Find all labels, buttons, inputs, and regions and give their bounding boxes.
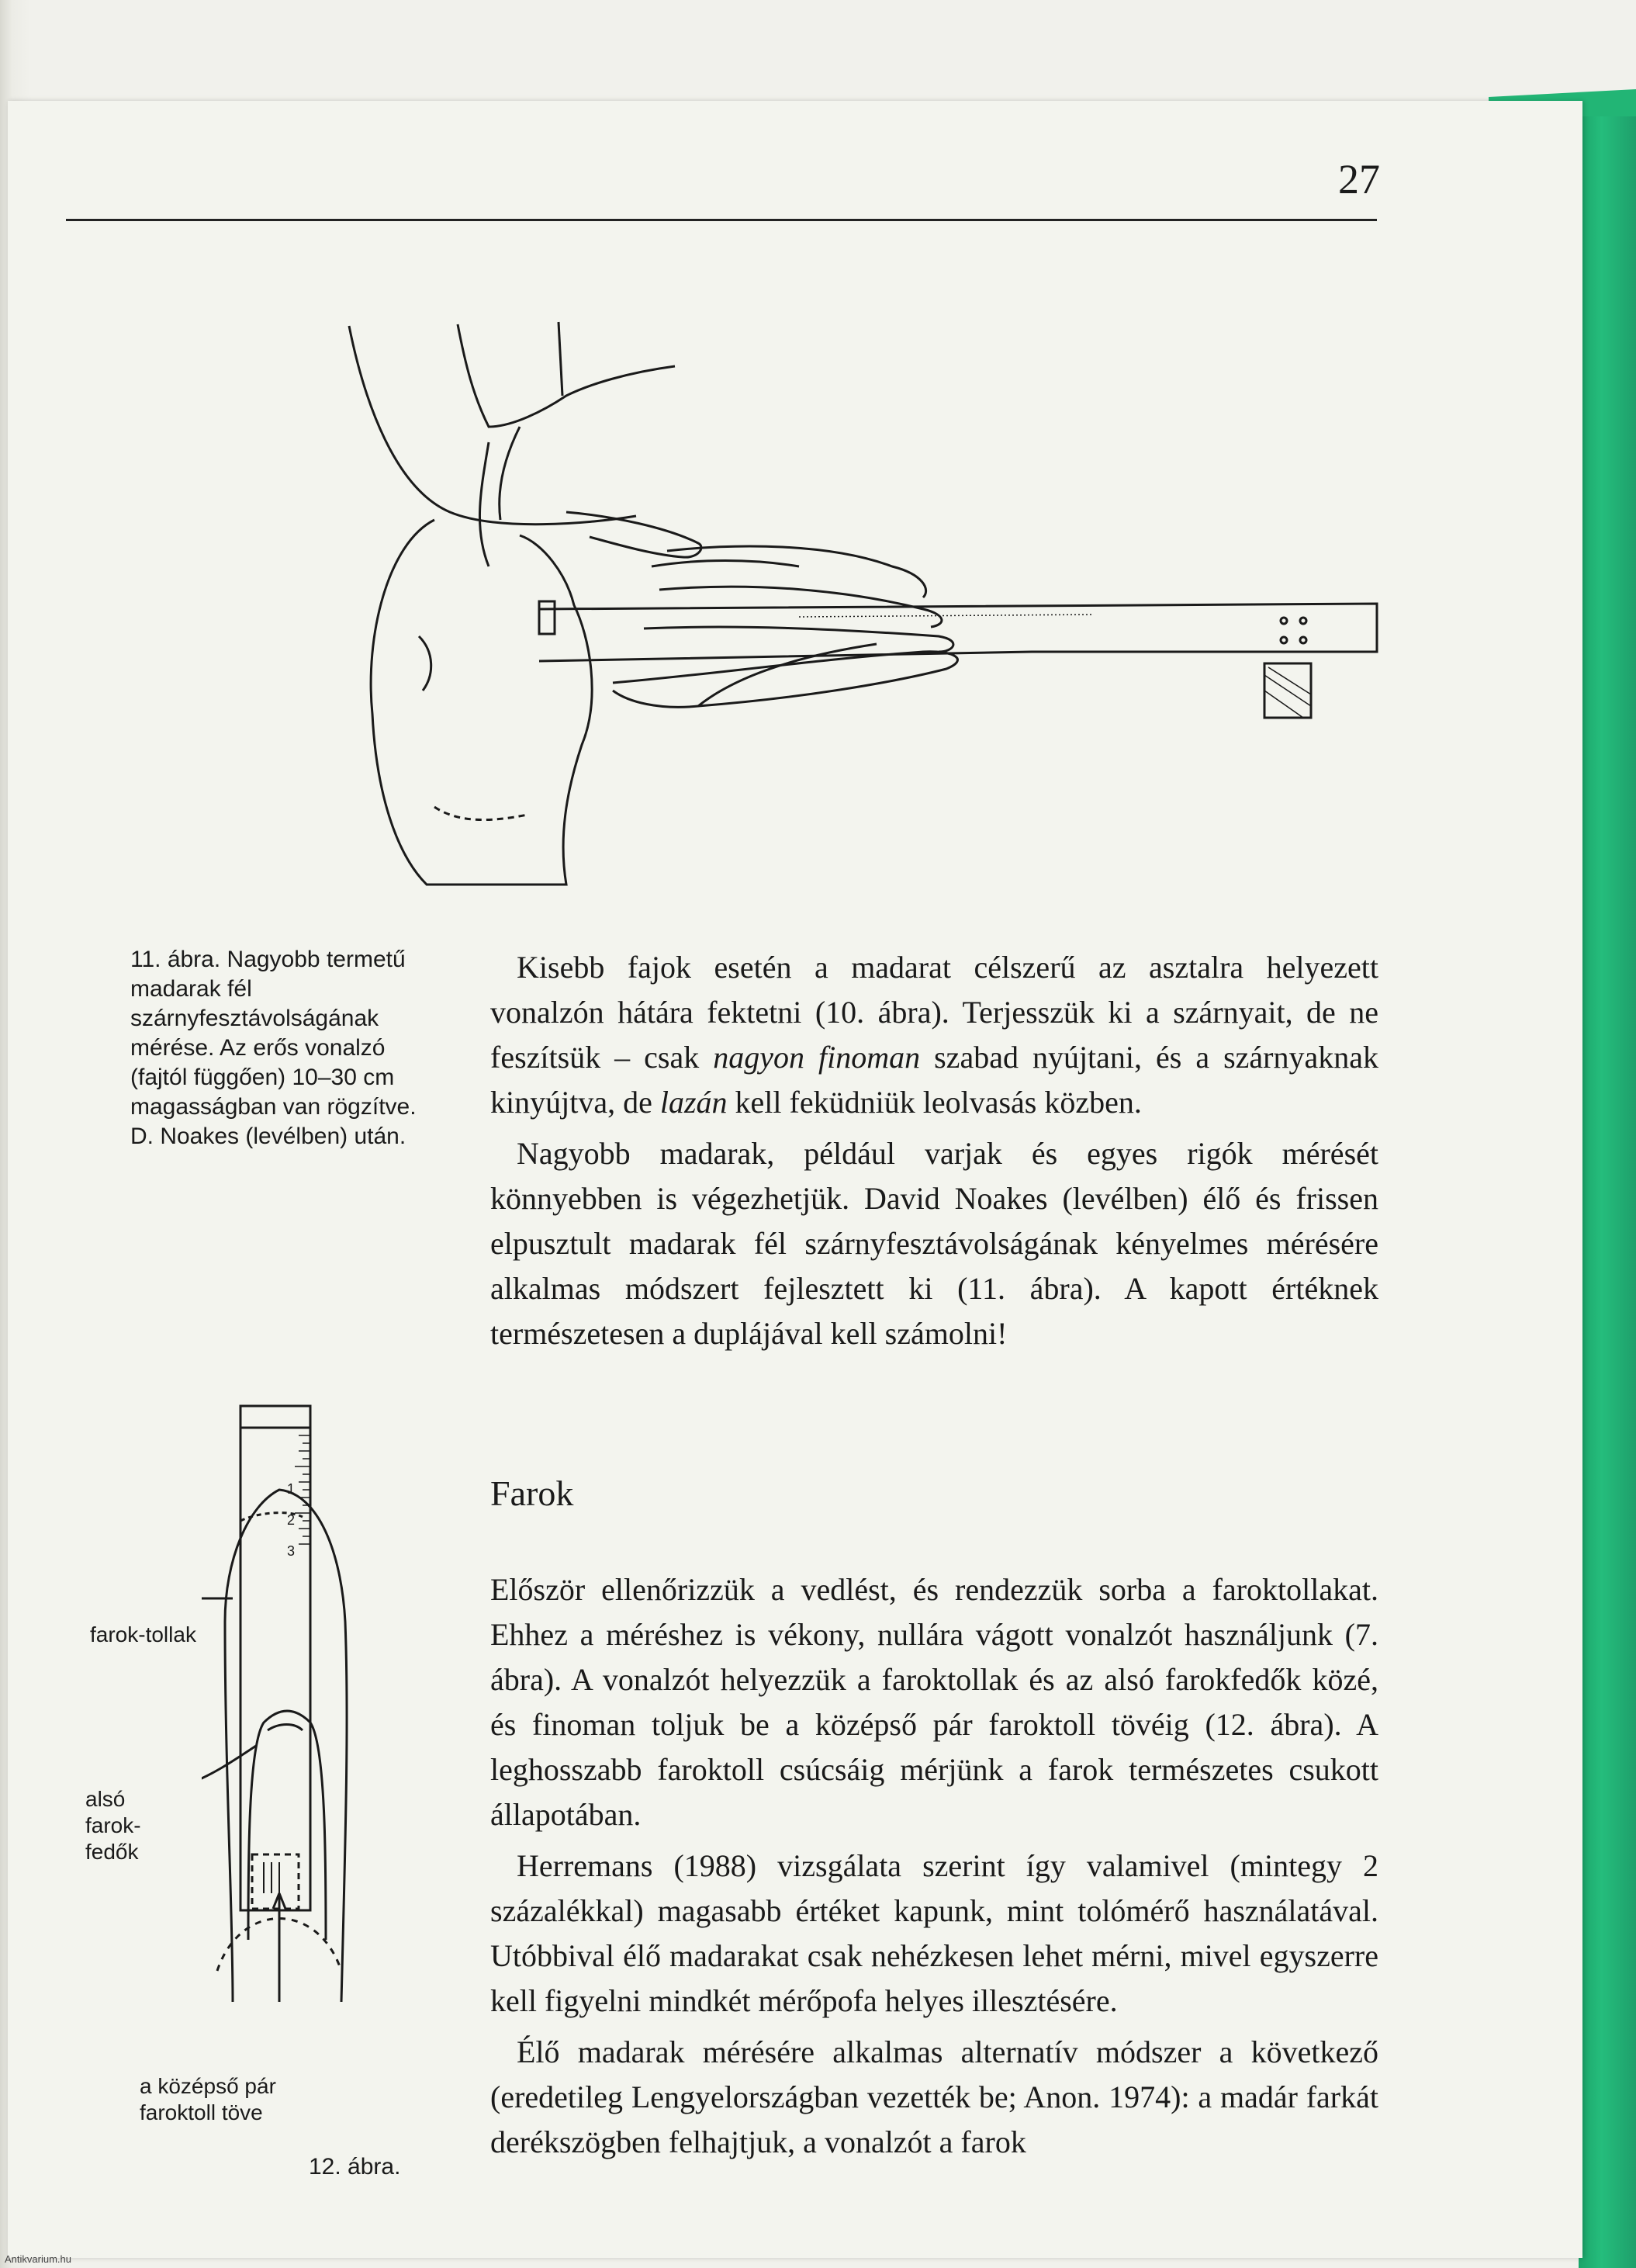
label-tail-feathers: farok-tollak (90, 1622, 196, 1646)
text-run: kell feküdniük leolvasás közben. (727, 1085, 1142, 1120)
figure-11-caption: 11. ábra. Nagyobb termetű madarak fél szárnyfesztávolságának mérése. Az erős vonalzó (fajtól függően) 10–30 cm magasságban van rögzítve. D. Noakes (levélben) után. (130, 947, 417, 1149)
label-central-base: a középső pár faroktoll töve (140, 2074, 276, 2124)
figure-11-illustration (334, 310, 1389, 900)
figure-12-caption: 12. ábra. (309, 2154, 401, 2180)
bird-body-outline (371, 520, 592, 885)
page-number: 27 (1338, 156, 1380, 203)
emphasis: nagyon finoman (713, 1040, 921, 1075)
ruler-outline (539, 604, 1377, 661)
text-run: szabad nyújtani, és a szárnyaknak kinyújtva, de (490, 1040, 1378, 1120)
paragraph (490, 945, 1378, 1125)
finger-outline (458, 324, 675, 427)
header-rule (66, 219, 1377, 221)
ruler-mark: 2 (287, 1512, 296, 1528)
under-tail-coverts-outline (248, 1711, 326, 1940)
tail-feathers-outline (225, 1490, 347, 2002)
hand-outline (349, 326, 636, 525)
ruler-mark: 3 (287, 1543, 296, 1559)
watermark: Antikvarium.hu (5, 2253, 71, 2265)
paragraph: Élő madarak mérésére alkalmas alternatív módszer a következő (eredetileg Lengyelországban vezették be; Anon. 1974): a madár farkát derékszögben felhajtjuk, a vonalzót a farok (490, 2034, 1378, 2159)
figure-12-illustration (202, 1397, 372, 2017)
paragraph: Először ellenőrizzük a vedlést, és rendezzük sorba a faroktollakat. Ehhez a méréshez is vékony, nullára vágott vonalzót használjunk (7. ábra). A vonalzót helyezzük a faroktollak és az alsó farokfedők közé, és finoman toljuk be a középső pár faroktoll tövéig (12. ábra). A leghosszabb faroktoll csúcsáig mérjünk a farok természetes csukott állapotában. (490, 1572, 1378, 1832)
label-under-tail-coverts: alsó farok-fedők (85, 1787, 141, 1864)
emphasis: lazán (659, 1085, 728, 1120)
ruler-end-block (539, 601, 555, 634)
ruler-mark: 1 (287, 1481, 296, 1497)
body-text-lower (490, 1567, 1378, 2165)
body-text-upper (490, 945, 1378, 1356)
section-heading: Farok (490, 1473, 574, 1513)
text-run: Kisebb fajok esetén a madarat célszerű az asztalra helyezett vonalzón hátára fektetni (10. ábra). Terjesszük ki a szárnyait, de ne feszítsük – csak (490, 950, 1378, 1075)
paragraph: Herremans (1988) vizsgálata szerint így valamivel (mintegy 2 százalékkal) magasabb értéket kapunk, mint tolómérő használatával. Utóbbival élő madarakat csak nehézkesen lehet mérni, mivel egyszerre kell figyelni mindkét mérőpofa helyes illesztésére. (490, 1848, 1378, 2018)
book-cover-edge (1579, 116, 1636, 2268)
paragraph: Nagyobb madarak, például varjak és egyes rigók mérését könnyebben is végezhetjük. David Noakes (levélben) élő és frissen elpusztult madarak fél szárnyfesztávolságának kényelmes mérésére alkalmas módszert fejlesztett ki (11. ábra). A kapott értéknek természetesen a duplájával kell számolni! (490, 1136, 1378, 1351)
